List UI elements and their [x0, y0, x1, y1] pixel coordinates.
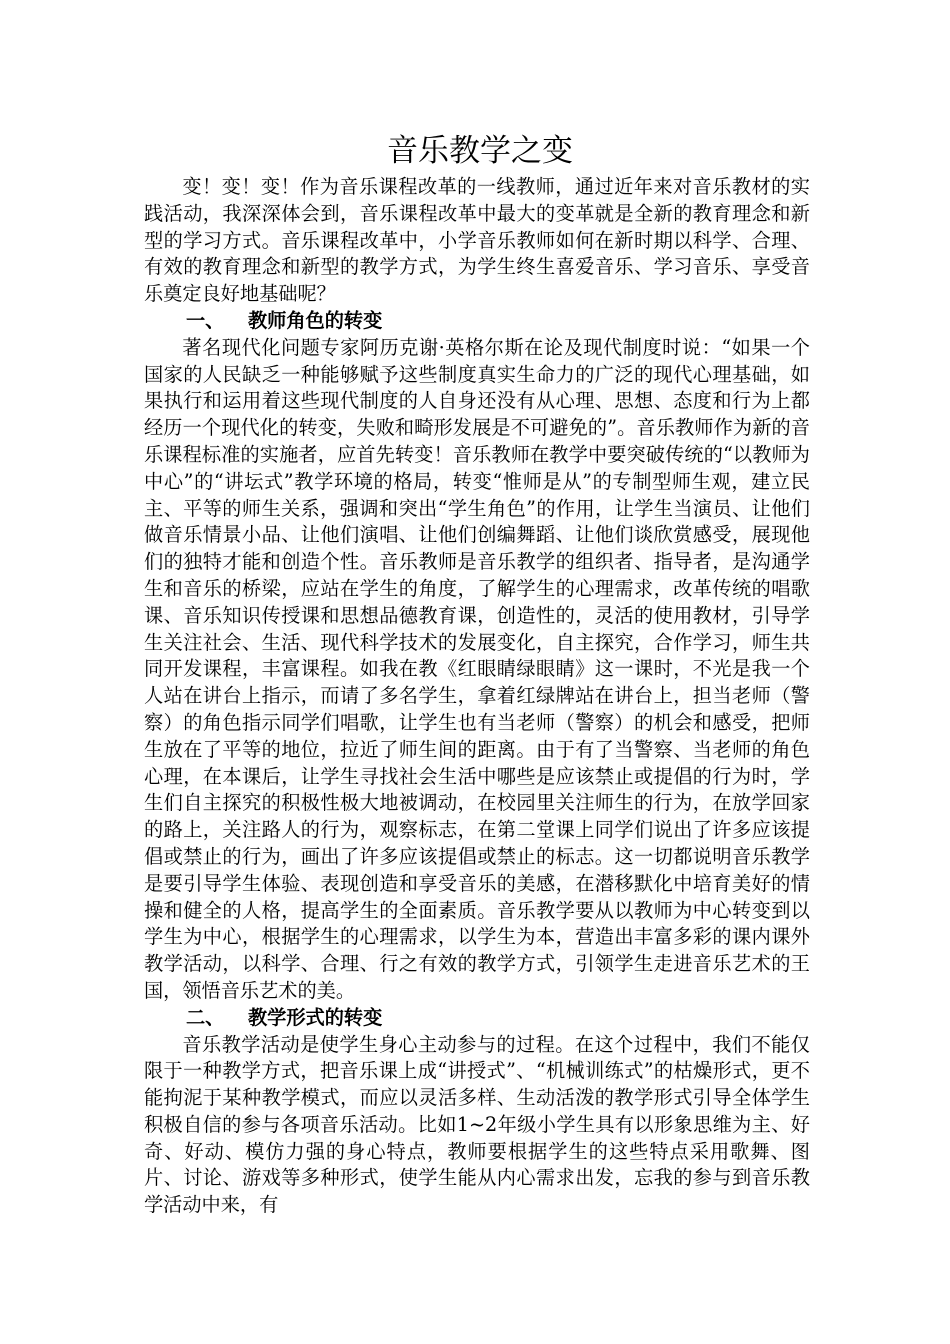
section-title-2: 教学形式的转变	[248, 1005, 383, 1029]
section-body-1: 著名现代化问题专家阿历克谢·英格尔斯在论及现代制度时说：“如果一个国家的人民缺乏一种能够赋予这些制度真实生命力的广泛的现代心理基础，如果执行和运用着这些现代制度的人自身还没有从心理、思想、态度和行为上都经历一个现代化的转变，失败和畸形发展是不可避免的”。音乐教师作为新的音乐课程标准的实施者，应首先转变！音乐教师在教学中要突破传统的“以教师为中心”的“讲坛式”教学环境的格局，转变“惟师是从”的专制型师生观，建立民主、平等的师生关系，强调和突出“学生角色”的作用，让学生当演员、让他们做音乐情景小品、让他们演唱、让他们创编舞蹈、让他们谈欣赏感受，展现他们的独特才能和创造个性。音乐教师是音乐教学的组织者、指导者，是沟通学生和音乐的桥梁，应站在学生的角度，了解学生的心理需求，改革传统的唱歌课、音乐知识传授课和思想品德教育课，创造性的，灵活的使用教材，引导学生关注社会、生活、现代科学技术的发展变化，自主探究，合作学习，师生共同开发课程，丰富课程。如我在教《红眼睛绿眼睛》这一课时，不光是我一个人站在讲台上指示，而请了多名学生，拿着红绿牌站在讲台上，担当老师（警察）的角色指示同学们唱歌，让学生也有当老师（警察）的机会和感受，把师生放在了平等的地位，拉近了师生间的距离。由于有了当警察、当老师的角色心理，在本课后，让学生寻找社会生活中哪些是应该禁止或提倡的行为时，学生们自主探究的积极性极大地被调动，在校园里关注师生的行为，在放学回家的路上，关注路人的行为，观察标志，在第二堂课上同学们说出了许多应该提倡或禁止的行为，画出了许多应该提倡或禁止的标志。这一切都说明音乐教学是要引导学生体验、表现创造和享受音乐的美感，在潜移默化中培育美好的情操和健全的人格，提高学生的全面素质。音乐教学要从以教师为中心转变到以学生为中心，根据学生的心理需求，以学生为本，营造出丰富多彩的课内课外教学活动，以科学、合理、行之有效的教学方式，引领学生走进音乐艺术的王国，领悟音乐艺术的美。	[144, 335, 810, 1002]
document-title: 音乐教学之变	[387, 133, 573, 169]
intro-paragraph: 变！变！变！作为音乐课程改革的一线教师，通过近年来对音乐教材的实践活动，我深深体会到，音乐课程改革中最大的变革就是全新的教育理念和新型的学习方式。音乐课程改革中，小学音乐教师如何在新时期以科学、合理、有效的教育理念和新型的教学方式，为学生终生喜爱音乐、学习音乐、享受音乐奠定良好地基础呢？	[144, 175, 810, 306]
section-heading-2	[144, 1005, 810, 1032]
section-body-2: 音乐教学活动是使学生身心主动参与的过程。在这个过程中，我们不能仅限于一种教学方式，把音乐课上成“讲授式”、“机械训练式”的枯燥形式，更不能拘泥于某种教学模式，而应以灵活多样、生动活泼的教学形式引导全体学生积极自信的参与各项音乐活动。比如1~2年级小学生具有以形象思维为主、好奇、好动、模仿力强的身心特点，教师要根据学生的这些特点采用歌舞、图片、讨论、游戏等多种形式，使学生能从内心需求出发，忘我的参与到音乐教学活动中来，有	[144, 1032, 810, 1217]
section-title-1: 教师角色的转变	[248, 308, 383, 332]
section-heading-1	[144, 308, 810, 335]
section-number-2: 二、	[186, 1005, 225, 1029]
document-content	[144, 128, 810, 1219]
section-number-1: 一、	[186, 308, 225, 332]
